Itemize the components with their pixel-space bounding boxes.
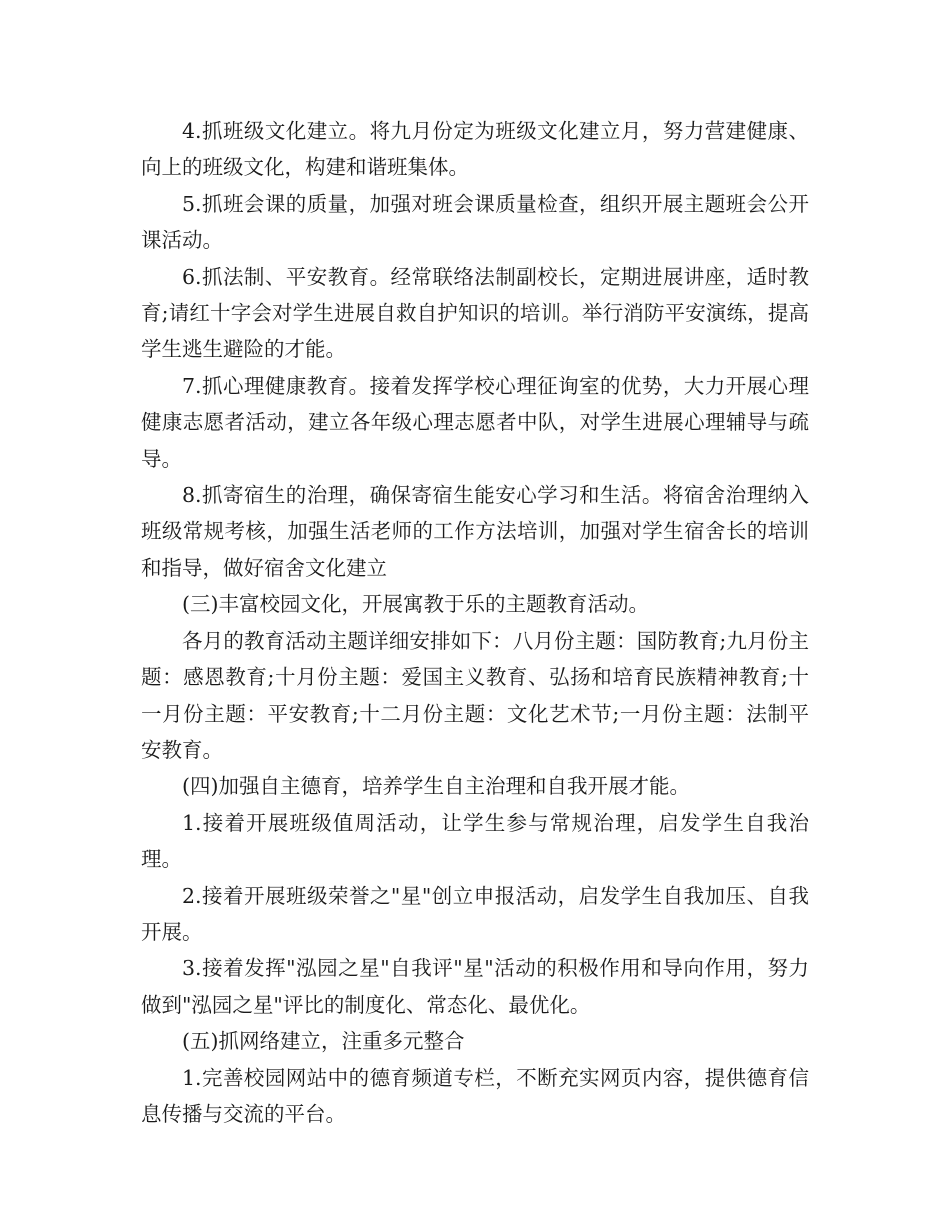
paragraph-class-meeting: 5.抓班会课的质量，加强对班会课质量检查，组织开展主题班会公开课活动。 bbox=[141, 191, 809, 253]
paragraph-boarding: 8.抓寄宿生的治理，确保寄宿生能安心学习和生活。将宿舍治理纳入班级常规考核，加强生活老师的工作方法培训，加强对学生宿舍长的培训和指导，做好宿舍文化建立 bbox=[141, 483, 809, 580]
paragraph-hongyuan-star: 3.接着发挥"泓园之星"自我评"星"活动的积极作用和导向作用，努力做到"泓园之星"评比的制度化、常态化、最优化。 bbox=[141, 956, 809, 1017]
paragraph-class-culture: 4.抓班级文化建立。将九月份定为班级文化建立月，努力营建健康、向上的班级文化，构建和谐班集体。 bbox=[141, 119, 809, 180]
paragraph-legal-safety: 6.抓法制、平安教育。经常联络法制副校长，定期进展讲座，适时教育;请红十字会对学生进展自救自护知识的培训。举行消防平安演练，提高学生逃生避险的才能。 bbox=[141, 264, 809, 362]
section-heading-campus-culture: (三)丰富校园文化，开展寓教于乐的主题教育活动。 bbox=[182, 592, 649, 617]
section-heading-self-moral: (四)加强自主德育，培养学生自主治理和自我开展才能。 bbox=[182, 774, 690, 799]
paragraph-website: 1.完善校园网站中的德育频道专栏，不断充实网页内容，提供德育信息传播与交流的平台。 bbox=[141, 1065, 809, 1126]
paragraph-honor-star: 2.接着开展班级荣誉之"星"创立申报活动，启发学生自我加压、自我开展。 bbox=[141, 883, 809, 944]
paragraph-monthly-themes: 各月的教育活动主题详细安排如下：八月份主题：国防教育;九月份主题：感恩教育;十月份主题：爱国主义教育、弘扬和培育民族精神教育;十一月份主题：平安教育;十二月份主题：文化艺术节;一月份主题：法制平安教育。 bbox=[141, 628, 809, 762]
section-heading-network: (五)抓网络建立，注重多元整合 bbox=[182, 1029, 465, 1054]
paragraph-weekly-duty: 1.接着开展班级值周活动，让学生参与常规治理，启发学生自我治理。 bbox=[141, 810, 809, 872]
document-body bbox=[141, 113, 809, 1132]
paragraph-mental-health: 7.抓心理健康教育。接着发挥学校心理征询室的优势，大力开展心理健康志愿者活动，建立各年级心理志愿者中队，对学生进展心理辅导与疏导。 bbox=[141, 373, 809, 471]
